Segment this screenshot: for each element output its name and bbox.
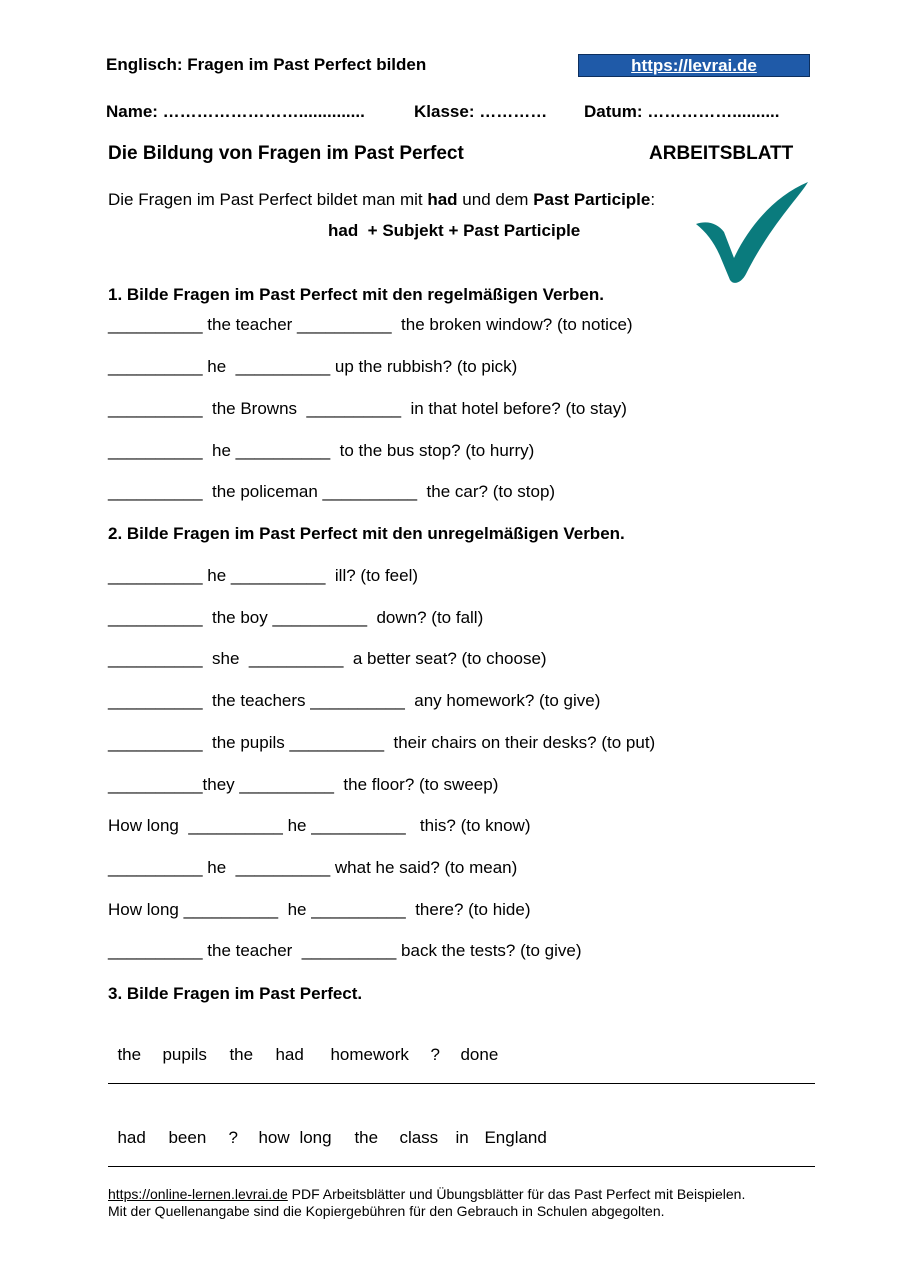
exercise-item: __________ the teacher __________ back the tests? (to give) [108, 941, 582, 960]
section2-title: 2. Bilde Fragen im Past Perfect mit den unregelmäßigen Verben. [108, 524, 625, 543]
exercise-item: __________ the teachers __________ any homework? (to give) [108, 691, 601, 710]
intro-part3: : [650, 190, 656, 209]
exercise-item: __________ the teacher __________ the broken window? (to notice) [108, 315, 633, 334]
formula: had + Subjekt + Past Participle [328, 221, 581, 240]
word: England [484, 1128, 547, 1147]
intro-bold-had: had [427, 190, 458, 209]
exercise-item: __________ he __________ what he said? (to mean) [108, 858, 518, 877]
exercise-item: __________ the Browns __________ in that hotel before? (to stay) [108, 399, 627, 418]
scrambled-words-2 [108, 1108, 547, 1148]
word: the [229, 1045, 254, 1064]
answer-line-1[interactable] [108, 1083, 815, 1084]
exercise-item: __________ the boy __________ down? (to fall) [108, 608, 484, 627]
answer-line-2[interactable] [108, 1166, 815, 1167]
footer-line-2: Mit der Quellenangabe sind die Kopiergebühren für den Gebrauch in Schulen abgegolten. [108, 1203, 665, 1219]
checkmark-icon [690, 176, 815, 288]
word: long [299, 1128, 332, 1147]
exercise-item: __________ he __________ up the rubbish? (to pick) [108, 357, 518, 376]
website-link-box[interactable] [578, 54, 810, 77]
word: the [117, 1045, 142, 1064]
exercise-item: __________ the pupils __________ their chairs on their desks? (to put) [108, 733, 656, 752]
worksheet-badge: ARBEITSBLATT [649, 143, 794, 164]
word: the [354, 1128, 379, 1147]
exercise-item: __________ he __________ ill? (to feel) [108, 566, 419, 585]
word: had [117, 1128, 146, 1147]
exercise-item: __________ she __________ a better seat? (to choose) [108, 649, 547, 668]
footer-link[interactable]: https://online-lernen.levrai.de [108, 1186, 288, 1202]
class-field: Klasse: ………… [414, 102, 548, 121]
exercise-item: __________they __________ the floor? (to sweep) [108, 775, 499, 794]
intro-bold-participle: Past Participle [533, 190, 651, 209]
name-field: Name: …………………….............. [106, 102, 365, 121]
word: homework [330, 1045, 409, 1064]
scrambled-words-1 [108, 1025, 498, 1065]
word: been [168, 1128, 207, 1147]
intro-text [108, 190, 655, 210]
footer-line-1 [108, 1186, 745, 1202]
word: had [275, 1045, 304, 1064]
exercise-item: How long __________ he __________ there? (to hide) [108, 900, 531, 919]
word: how [258, 1128, 290, 1147]
section3-title: 3. Bilde Fragen im Past Perfect. [108, 984, 363, 1003]
exercise-item: __________ the policeman __________ the car? (to stop) [108, 482, 556, 501]
word: ? [430, 1045, 440, 1064]
word: done [460, 1045, 499, 1064]
intro-part1: Die Fragen im Past Perfect bildet man mit [108, 190, 428, 209]
worksheet-title: Englisch: Fragen im Past Perfect bilden [106, 55, 427, 74]
date-field: Datum: …………….......... [584, 102, 780, 121]
word: pupils [162, 1045, 207, 1064]
exercise-item: How long __________ he __________ this? (to know) [108, 816, 531, 835]
page-heading: Die Bildung von Fragen im Past Perfect [108, 143, 464, 164]
website-link[interactable]: https://levrai.de [631, 55, 757, 75]
intro-part2: und dem [457, 190, 534, 209]
word: ? [228, 1128, 238, 1147]
word: in [455, 1128, 469, 1147]
exercise-item: __________ he __________ to the bus stop? (to hurry) [108, 441, 535, 460]
word: class [399, 1128, 439, 1147]
section1-title: 1. Bilde Fragen im Past Perfect mit den regelmäßigen Verben. [108, 285, 604, 304]
footer-text: PDF Arbeitsblätter und Übungsblätter für das Past Perfect mit Beispielen. [287, 1186, 746, 1202]
